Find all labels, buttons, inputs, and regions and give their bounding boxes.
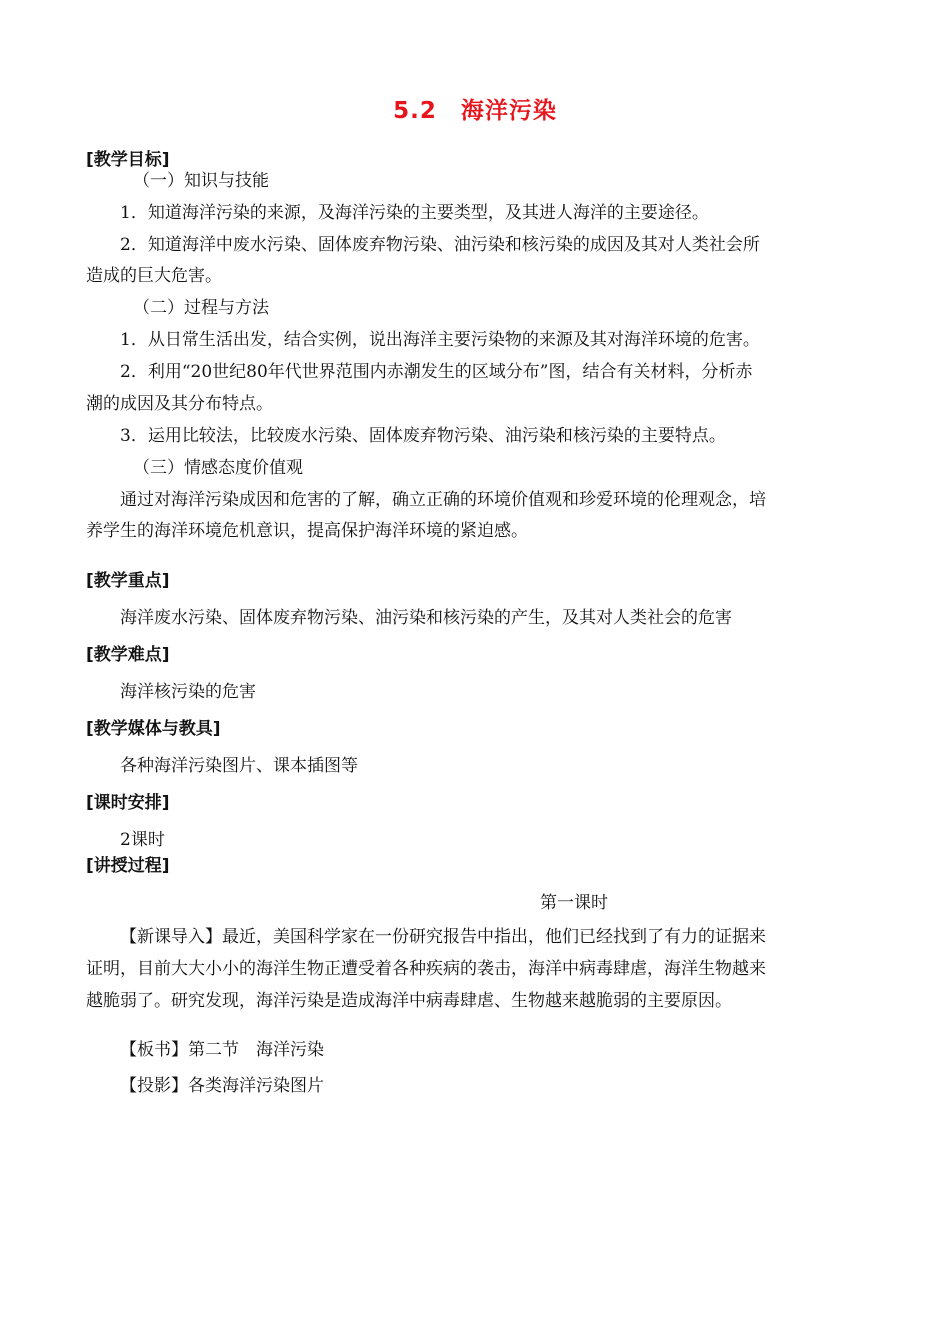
projection-text: 【投影】各类海洋污染图片 [120,1076,324,1096]
schedule-text: 2课时 [120,830,165,850]
schedule-heading: [课时安排] [86,793,170,813]
process-heading: （二）过程与方法 [133,298,269,318]
lesson-title: 第一课时 [540,893,608,913]
key-points-heading: [教学重点] [86,571,170,591]
process-item-1: 1．从日常生活出发，结合实例，说出海洋主要污染物的来源及其对海洋环境的危害。 [120,330,760,350]
media-text: 各种海洋污染图片、课本插图等 [120,756,358,776]
difficulties-heading: [教学难点] [86,645,170,665]
objectives-heading: [教学目标] [86,150,170,170]
emotion-heading: （三）情感态度价值观 [133,458,303,478]
intro-text-cont-1: 证明，目前大大小小的海洋生物正遭受着各种疾病的袭击，海洋中病毒肆虐，海洋生物越来 [86,959,766,979]
process-item-3: 3．运用比较法，比较废水污染、固体废弃物污染、油污染和核污染的主要特点。 [120,426,726,446]
process-section-heading: [讲授过程] [86,856,170,876]
knowledge-heading: （一）知识与技能 [133,171,269,191]
knowledge-item-2-cont: 造成的巨大危害。 [86,266,222,286]
intro-text-cont-2: 越脆弱了。研究发现，海洋污染是造成海洋中病毒肆虐、生物越来越脆弱的主要原因。 [86,991,732,1011]
emotion-text: 通过对海洋污染成因和危害的了解，确立正确的环境价值观和珍爱环境的伦理观念，培 [120,490,766,510]
knowledge-item-2: 2．知道海洋中废水污染、固体废弃物污染、油污染和核污染的成因及其对人类社会所 [120,235,760,255]
media-heading: [教学媒体与教具] [86,719,221,739]
key-points-text: 海洋废水污染、固体废弃物污染、油污染和核污染的产生，及其对人类社会的危害 [120,608,732,628]
knowledge-item-1: 1．知道海洋污染的来源，及海洋污染的主要类型，及其进人海洋的主要途径。 [120,203,709,223]
board-text: 【板书】第二节 海洋污染 [120,1040,324,1060]
process-item-2-cont: 潮的成因及其分布特点。 [86,394,273,414]
process-item-2: 2．利用“20世纪80年代世界范围内赤潮发生的区域分布”图，结合有关材料，分析赤 [120,362,753,382]
page-title: 5.2 海洋污染 [393,98,557,124]
difficulties-text: 海洋核污染的危害 [120,682,256,702]
intro-text: 【新课导入】最近，美国科学家在一份研究报告中指出，他们已经找到了有力的证据来 [120,927,766,947]
emotion-text-cont: 养学生的海洋环境危机意识，提高保护海洋环境的紧迫感。 [86,521,528,541]
